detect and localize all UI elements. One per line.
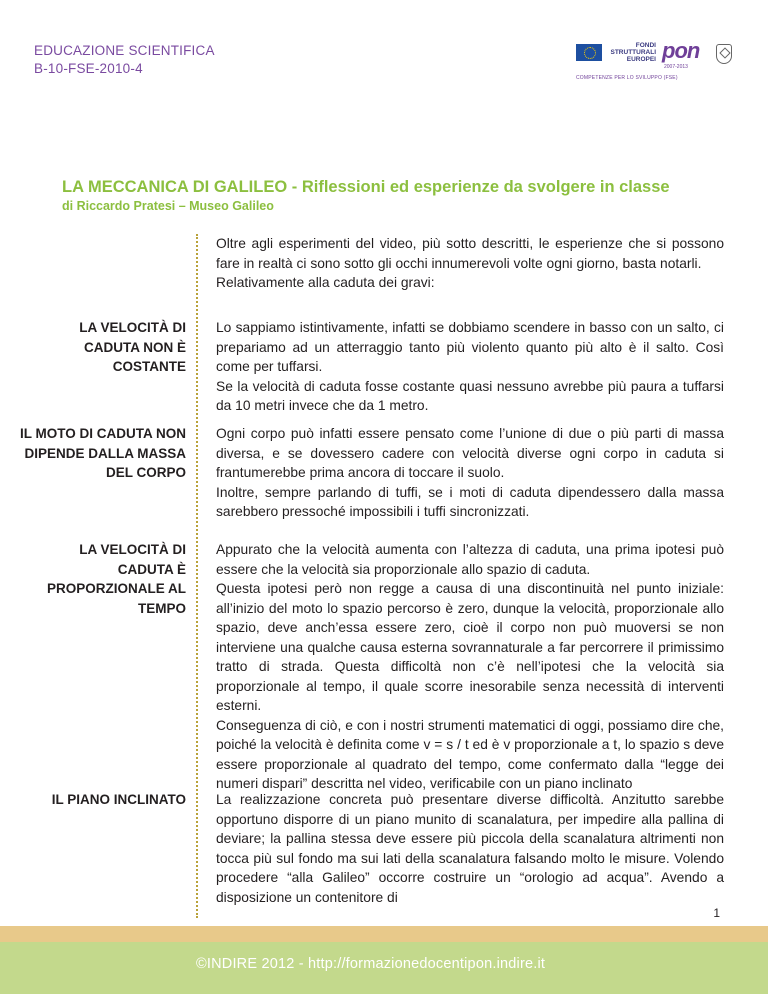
section-piano-inclinato <box>216 790 724 907</box>
page-subtitle: di Riccardo Pratesi – Museo Galileo <box>62 199 274 213</box>
section-proporzionale-tempo <box>216 540 724 794</box>
pon-years: 2007-2013 <box>664 64 688 70</box>
logos-strip <box>576 38 736 90</box>
dotted-divider <box>196 234 198 918</box>
section-label-proporzionale-tempo: LA VELOCITÀ DI CADUTA È PROPORZIONALE AL TEMPO <box>46 542 186 616</box>
page-number: 1 <box>713 906 720 920</box>
page-title: LA MECCANICA DI GALILEO - Riflessioni ed esperienze da svolgere in classe <box>62 178 670 196</box>
section-label-piano-inclinato: IL PIANO INCLINATO <box>51 792 186 807</box>
footer <box>0 942 768 994</box>
section-text: Ogni corpo può infatti essere pensato come l’unione di due o più parti di massa diversa, e se dovessero cadere con velocità diverse ogni corpo in caduta si frantumerebbe prima ancora di toccare il suolo. Inoltre, sempre parlando di tuffi, se i moti di caduta dipendessero dalla massa sarebbero pressoché impossibili i tuffi sincronizzati. <box>216 426 724 519</box>
intro-text: Oltre agli esperimenti del video, più sotto descritti, le esperienze che si possono fare in realtà ci sono sotto gli occhi innumerevoli volte ogni giorno, basta notarli. Relativamente alla caduta dei gravi: <box>216 236 724 290</box>
fondi-strutturali-logo: FONDI STRUTTURALI EUROPEI <box>610 42 656 63</box>
section-text: Lo sappiamo istintivamente, infatti se dobbiamo scendere in basso con un salto, ci prepariamo ad un atterraggio tanto più violento quanto più alto è il salto. Così come per tuffarsi. Se la velocità di caduta fosse costante quasi nessuno avrebbe più paura a tuffarsi da 10 metri invece che da 1 metro. <box>216 320 724 413</box>
section-label-velocita-non-costante: LA VELOCITÀ DI CADUTA NON È COSTANTE <box>79 320 186 374</box>
intro-paragraph <box>216 234 724 293</box>
footer-copyright-link[interactable]: ©INDIRE 2012 - http://formazionedocentipon.indire.it <box>196 956 546 972</box>
section-text: Appurato che la velocità aumenta con l’altezza di caduta, una prima ipotesi può essere che la velocità sia proporzionale allo spazio di caduta. Questa ipotesi però non regge a causa di una discontinuità nel punto iniziale: all’inizio del moto lo spazio percorso è zero, dunque la velocità, proporzionale allo spazio, deve anch’essa essere zero, cioè il corpo non può muoversi se non interviene una qualche causa esterna sovrannaturale a far percorrere il primissimo tratto di strada. Questa difficoltà non c’è nell’ipotesi che la velocità sia proporzionale al tempo, il quale scorre inesorabile senza necessità di interventi esterni. Conseguenza di ciò, e con i nostri strumenti matematici di oggi, possiamo dire che, poiché la velocità è definita come v = s / t ed è v proporzionale a t, lo spazio s deve essere proporzionale al quadrato del tempo, come confermato dalla “legge dei numeri dispari” descritta nel video, verificabile con un piano inclinato <box>216 542 724 791</box>
section-massa <box>216 424 724 522</box>
section-label-massa: IL MOTO DI CADUTA NON DIPENDE DALLA MASSA DEL CORPO <box>20 426 186 480</box>
eu-flag-icon <box>576 44 602 61</box>
header-code: B-10-FSE-2010-4 <box>34 61 143 76</box>
section-velocita-non-costante <box>216 318 724 416</box>
page-header <box>34 42 215 78</box>
footer-band <box>0 926 768 942</box>
competenze-tagline: COMPETENZE PER LO SVILUPPO (FSE) <box>576 75 678 81</box>
pon-logo: pon <box>662 38 700 63</box>
header-course: EDUCAZIONE SCIENTIFICA <box>34 43 215 58</box>
section-text: La realizzazione concreta può presentare diverse difficoltà. Anzitutto sarebbe opportuno disporre di un piano munito di scanalatura, per impedire alla pallina di deviare; la pallina stessa deve essere più piccola della scanalatura altrimenti non tocca più sul fondo ma sui lati della scanalatura falsando molto le misure. Volendo procedere “alla Galileo” occorre costruire un “orologio ad acqua”. Avendo a disposizione un contenitore di <box>216 792 724 905</box>
italian-republic-emblem-icon <box>716 44 732 64</box>
